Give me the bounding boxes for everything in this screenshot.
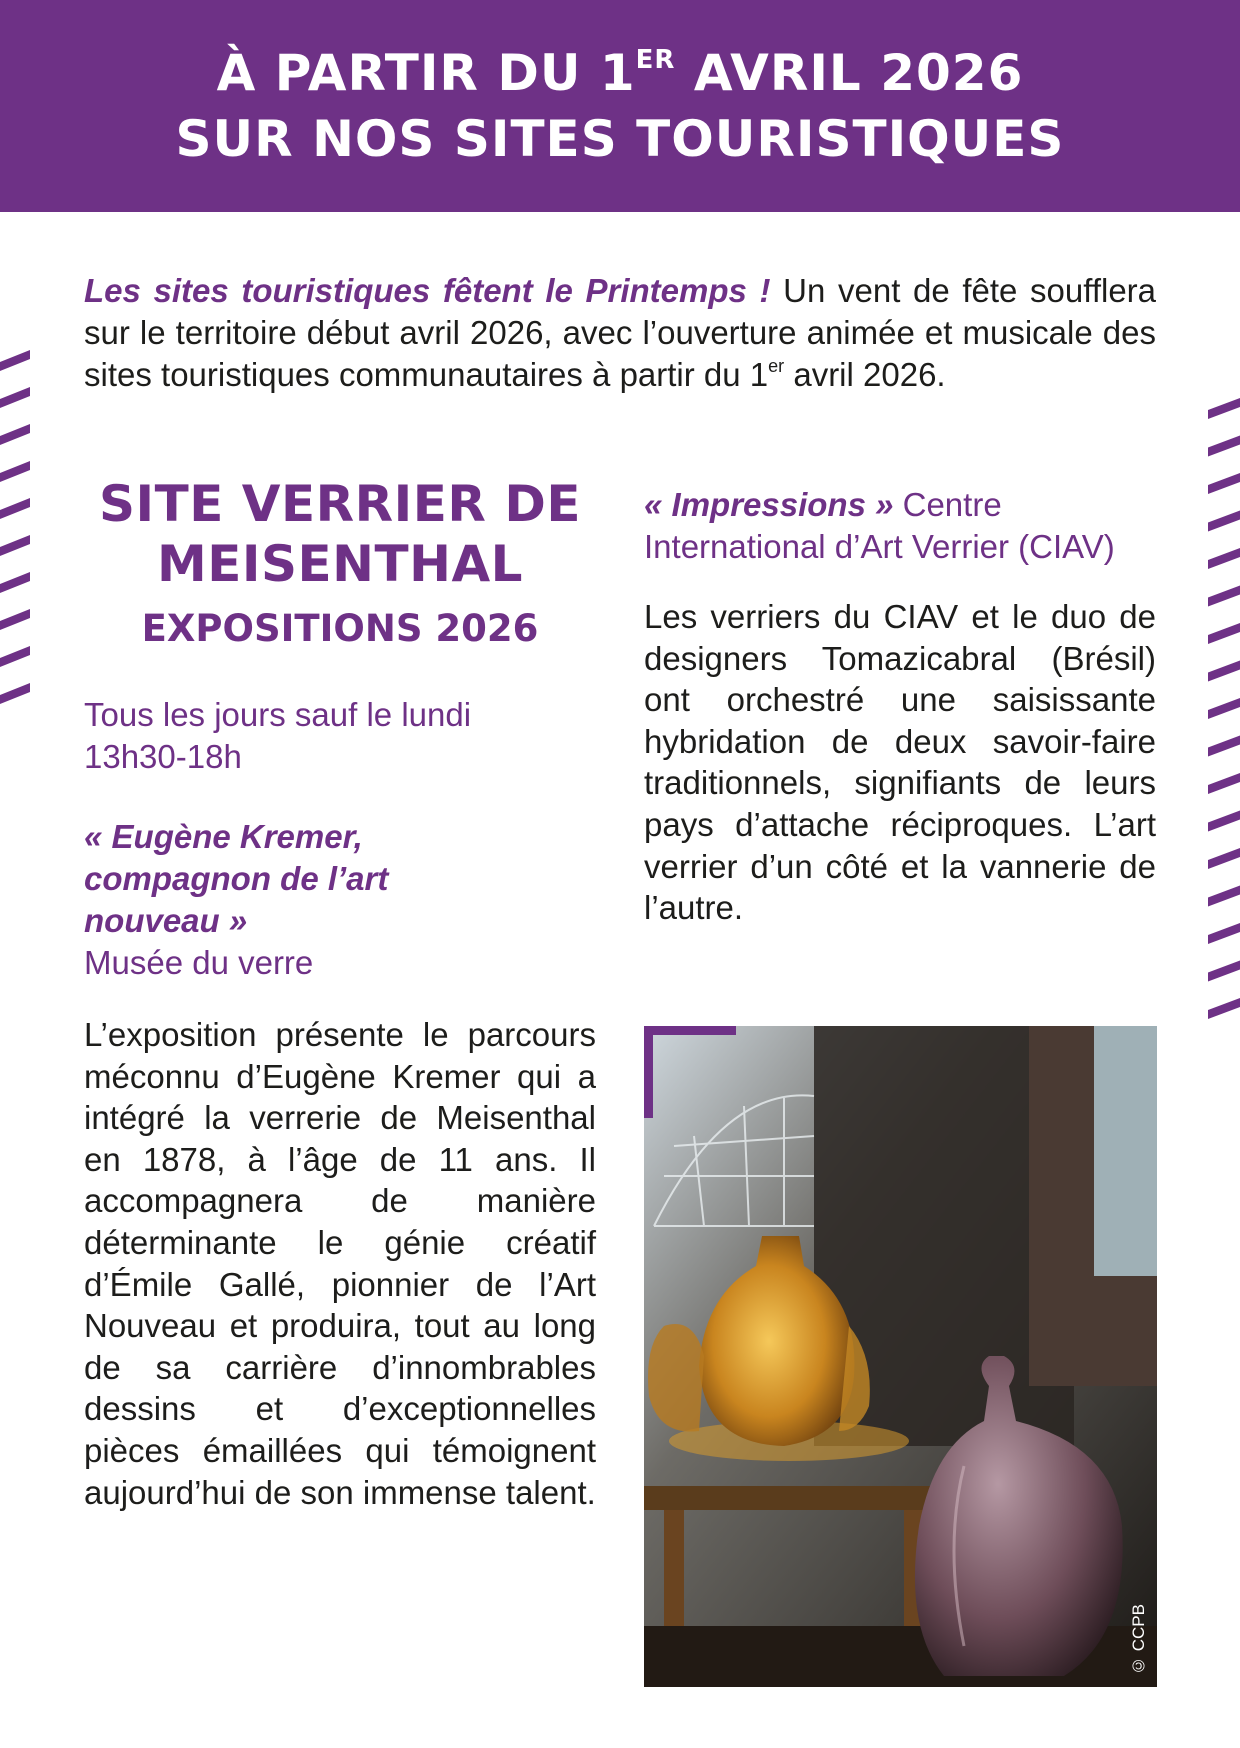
exhibitions-subtitle: EXPOSITIONS 2026 [141, 607, 539, 650]
site-title-line-1: SITE VERRIER DE [99, 475, 581, 533]
stripe [0, 498, 30, 519]
banner-line-1-superscript: ER [635, 45, 676, 75]
decorative-stripes-left [0, 350, 30, 730]
stripe [1208, 923, 1240, 944]
stripe [1208, 886, 1240, 907]
intro-end: avril 2026. [784, 356, 946, 393]
glass-vases-photo [644, 1026, 1157, 1687]
left-column [84, 474, 596, 1513]
site-title [84, 474, 596, 594]
header-banner [0, 0, 1240, 212]
exhibition-2-venue: Centre International d’Art Verrier (CIAV) [644, 486, 1115, 565]
stripe [0, 646, 30, 667]
stripe [1208, 661, 1240, 682]
exhibition-1-description: L’exposition présente le parcours méconnu d’Eugène Kremer qui a intégré la verrerie de Meisenthal en 1878, à l’âge de 11 ans. Il accompagnera de manière déterminante le génie créatif d’Émile Gallé, pionnier de l’Art Nouveau et produira, tout au long de sa carrière d’innombrables dessins et d’exceptionnelles pièces émaillées qui témoignent aujourd’hui de son immense talent. [84, 1016, 596, 1511]
stripe [1208, 998, 1240, 1019]
stripe [0, 461, 30, 482]
stripe [0, 387, 30, 408]
exhibition-2-description: Les verriers du CIAV et le duo de designers Tomazicabral (Brésil) ont orchestré une saisissante hybridation de deux savoir-faire traditionnels, signifiants de leurs pays d’attache réciproques. L’art verrier d’un côté et la vannerie de l’autre. [644, 598, 1156, 927]
photo-credit: © CCPB [1129, 1604, 1148, 1675]
stripe [1208, 586, 1240, 607]
stripe [1208, 398, 1240, 419]
stripe [0, 609, 30, 630]
stripe [1208, 511, 1240, 532]
stripe [1208, 473, 1240, 494]
stripe [1208, 736, 1240, 757]
exhibition-2-heading [644, 484, 1156, 568]
banner-line-1-start: À PARTIR DU 1 [216, 44, 636, 102]
site-title-line-2: MEISENTHAL [156, 535, 524, 593]
opening-times: 13h30-18h [84, 738, 242, 775]
opening-days: Tous les jours sauf le lundi [84, 696, 472, 733]
stripe [1208, 811, 1240, 832]
decorative-stripes-right [1208, 398, 1240, 1038]
intro-text: Un vent de fête soufflera sur le territoire début avril 2026, avec l’ouverture animée et musicale des sites touristiques communautaires à partir du 1 [84, 272, 1157, 393]
stripe [1208, 548, 1240, 569]
stripe [1208, 848, 1240, 869]
exhibition-1-venue: Musée du verre [84, 944, 314, 981]
intro-superscript: er [768, 356, 785, 376]
exhibition-2-title: « Impressions » [644, 486, 894, 523]
stripe [0, 535, 30, 556]
stripe [1208, 623, 1240, 644]
stripe [0, 424, 30, 445]
stripe [1208, 698, 1240, 719]
banner-line-2: SUR NOS SITES TOURISTIQUES [175, 110, 1065, 168]
stripe [1208, 436, 1240, 457]
stripe [0, 683, 30, 704]
intro-lead: Les sites touristiques fêtent le Printemps ! [84, 272, 771, 309]
stripe [0, 572, 30, 593]
stripe [0, 350, 30, 371]
stripe [1208, 961, 1240, 982]
photo-illustration [644, 1026, 1157, 1687]
intro-paragraph [84, 270, 1156, 396]
exhibition-1-title: « Eugène Kremer, compagnon de l’art nouveau » [84, 818, 389, 939]
photo-corner-bar-vertical [644, 1026, 653, 1118]
stripe [1208, 773, 1240, 794]
right-column [644, 484, 1156, 929]
banner-line-1 [217, 40, 1024, 106]
banner-line-1-end: AVRIL 2026 [675, 44, 1024, 102]
opening-hours [84, 694, 596, 778]
photo-corner-bar-horizontal [644, 1026, 736, 1035]
